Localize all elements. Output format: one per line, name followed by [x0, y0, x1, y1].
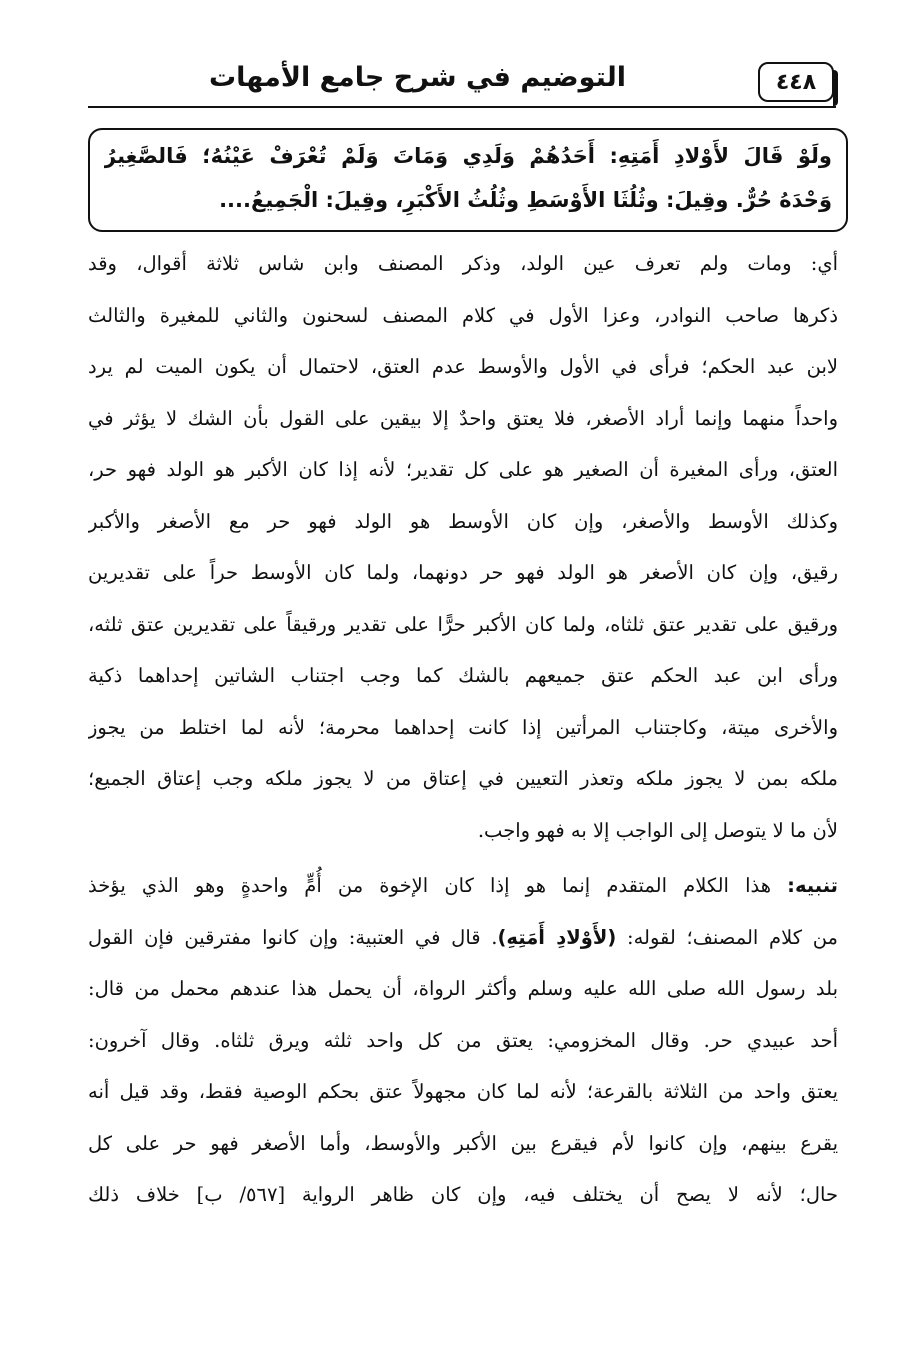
page-number: ٤٤٨ [758, 62, 834, 102]
matn-line: وَحْدَهُ حُرٌّ. وقِيلَ: وثُلُثَا الأَوْسَطِ وثُلُثُ الأَكْبَرِ، وقِيلَ: الْجَمِيعُ.... [219, 188, 832, 212]
text-line: لأن ما لا يتوصل إلى الواجب إلا به فهو واجب. [477, 818, 838, 842]
text-line: يقرع بينهم، وإن كانوا لأم فيقرع بين الأكبر والأوسط، وأما الأصغر فهو حر على كل [88, 1131, 838, 1155]
note-heading: تنبيه: [787, 874, 838, 897]
text-run: من كلام المصنف؛ لقوله: [616, 925, 838, 949]
text-line: يعتق واحد من الثلاثة بالقرعة؛ لأنه لما كان مجهولاً عتق بحكم الوصية فقط، وقد قيل أنه [88, 1080, 838, 1103]
commentary-text [88, 238, 838, 1221]
text-line: حال؛ لأنه لا يصح أن يختلف فيه، وإن كان ظاهر الرواية [٥٦٧/ ب] خلاف ذلك [88, 1183, 838, 1206]
text-line: ملكه بمن لا يجوز ملكه وتعذر التعيين في إعتاق من لا يجوز ملكه وجب إعتاق الجميع؛ [88, 767, 838, 790]
paragraph-1 [88, 238, 838, 856]
matn-line: ولَوْ قَالَ لأَوْلادِ أَمَتِهِ: أَحَدُهُمْ وَلَدِي وَمَاتَ وَلَمْ تُعْرَفْ عَيْنُهُ؛ فَالصَّغِيرُ [104, 144, 832, 168]
paragraph-2 [88, 860, 838, 1221]
matn-quote: (لأَوْلادِ أَمَتِهِ) [497, 925, 617, 949]
text-line [88, 912, 838, 964]
text-line: رقيق، وإن كان الأصغر هو الولد فهو حر دونهما، ولما كان الأوسط حراً على تقديرين [88, 561, 838, 584]
text-line [88, 860, 838, 912]
text-line: والأخرى ميتة، وكاجتناب المرأتين إذا كانت إحداهما محرمة؛ لأنه لما اختلط من يجوز [88, 715, 838, 739]
text-run: . قال في العتبية: وإن كانوا مفترقين فإن القول [88, 925, 498, 949]
text-line: بلد رسول الله صلى الله عليه وسلم وأكثر الرواة، أن يحمل هذا عندهم محمل من قال: [88, 977, 838, 1000]
text-line: العتق، ورأى المغيرة أن الصغير هو على كل تقدير؛ لأنه إذا كان الأكبر هو الولد فهو حر، [88, 458, 838, 481]
text-line: لابن عبد الحكم؛ فرأى في الأول والأوسط عدم العتق، لاحتمال أن يكون الميت لم يرد [88, 355, 838, 378]
text-line: واحداً منهما وإنما أراد الأصغر، فلا يعتق واحدٌ إلا بيقين على القول بأن الشك لا يؤثر في [88, 406, 838, 430]
running-header [88, 58, 836, 108]
text-line: ورأى ابن عبد الحكم عتق جميعهم بالشك كما وجب اجتناب الشاتين إحداهما ذكية [88, 664, 838, 687]
book-title: التوضيم في شرح جامع الأمهات [209, 62, 626, 93]
text-run: هذا الكلام المتقدم إنما هو إذا كان الإخوة من أُمٍّ واحدةٍ وهو الذي يؤخذ [88, 874, 788, 897]
text-line: ورقيق على تقدير عتق ثلثاه، ولما كان الأكبر حرًّا على تقدير ورقيقاً على تقديرين عتق ثلثه، [88, 612, 838, 636]
text-line: وكذلك الأوسط والأصغر، وإن كان الأوسط هو الولد فهو حر مع الأصغر والأكبر [88, 509, 838, 533]
header-rule [88, 106, 836, 108]
matn-box [88, 128, 848, 232]
text-line: أحد عبيدي حر. وقال المخزومي: يعتق من كل واحد ثلثه ويرق ثلثاه. وقال آخرون: [88, 1028, 838, 1052]
text-line: أي: ومات ولم تعرف عين الولد، وذكر المصنف وابن شاس ثلاثة أقوال، وقد [88, 252, 838, 275]
text-line: ذكرها صاحب النوادر، وعزا الأول في كلام المصنف لسحنون والثاني للمغيرة والثالث [88, 303, 838, 327]
